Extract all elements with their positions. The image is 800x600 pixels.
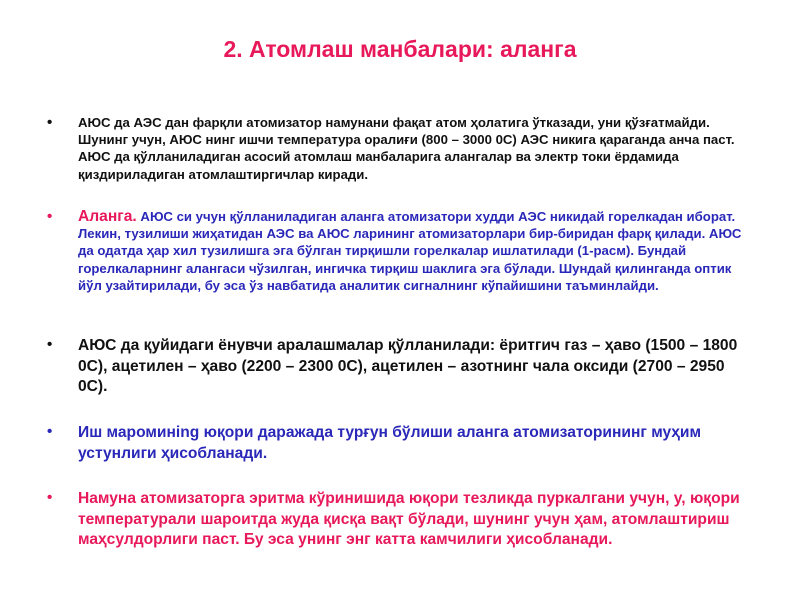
bullet-text: АЮС да қуйидаги ёнувчи аралашмалар қўлланилади: ёритгич газ – ҳаво (1500 – 1800 0С), ацетилен – ҳаво (2200 – 2300 0С), ацетилен – азотнинг чала оксиди (2700 – 2950 0С). <box>78 337 738 396</box>
bullet-body: АЮС си учун қўлланиладиган аланга атомизатори худди АЭС никидай горелкадан иборат. Лекин, тузилиши жиҳатидан АЭС ва АЮС ларининг атомизаторлари бир-биридан фарқ қилади. АЮС да одатда ҳар хил тузилишга эга бўлган тирқишли горелкалар ишлатилади (1-расм). Бундай горелкаларнинг алангаси чўзилган, ингичка тирқиш шаклига эга бўлади. Шундай қилинганда оптик йўл узайтирилади, бу эса ўз навбатида аналитик сигналнинг кўпайишини таъминлайди. <box>78 209 742 293</box>
bullet-dot: • <box>47 114 53 131</box>
bullet-text <box>78 208 758 294</box>
bullet-dot: • <box>47 208 53 225</box>
bullet-lead: Аланга. <box>78 208 137 225</box>
bullet-text: Намуна атомизаторга эритма кўринишида юқори тезликда пуркалгани учун, у, юқори температурали шароитда жуда қисқа вақт бўлади, шунинг учун ҳам, атомлаштириш маҳсулдорлиги паст. Бу эса унинг энг катта камчилиги ҳисобланади. <box>78 490 740 549</box>
bullet-dot: • <box>47 423 53 440</box>
bullet-dot: • <box>47 336 53 353</box>
bullet-text: Иш мароминing юқори даражада турғун бўлиши аланга атомизаторининг муҳим устунлиги ҳисобланади. <box>78 424 702 462</box>
slide-title: 2. Атомлаш манбалари: аланга <box>223 36 577 62</box>
bullet-text: АЮС да АЭС дан фарқли атомизатор намунани фақат атом ҳолатига ўтказади, уни қўзғатмайди. Шунинг учун, АЮС нинг ишчи температура оралиғи (800 – 3000 0С) АЭС никига қараганда анча паст. АЮС да қўлланиладиган асосий атомлаш манбаларига алангалар ва электр токи ёрдамида қиздириладиган атомлаштиргичлар киради. <box>78 115 735 182</box>
bullet-dot: • <box>47 489 53 506</box>
